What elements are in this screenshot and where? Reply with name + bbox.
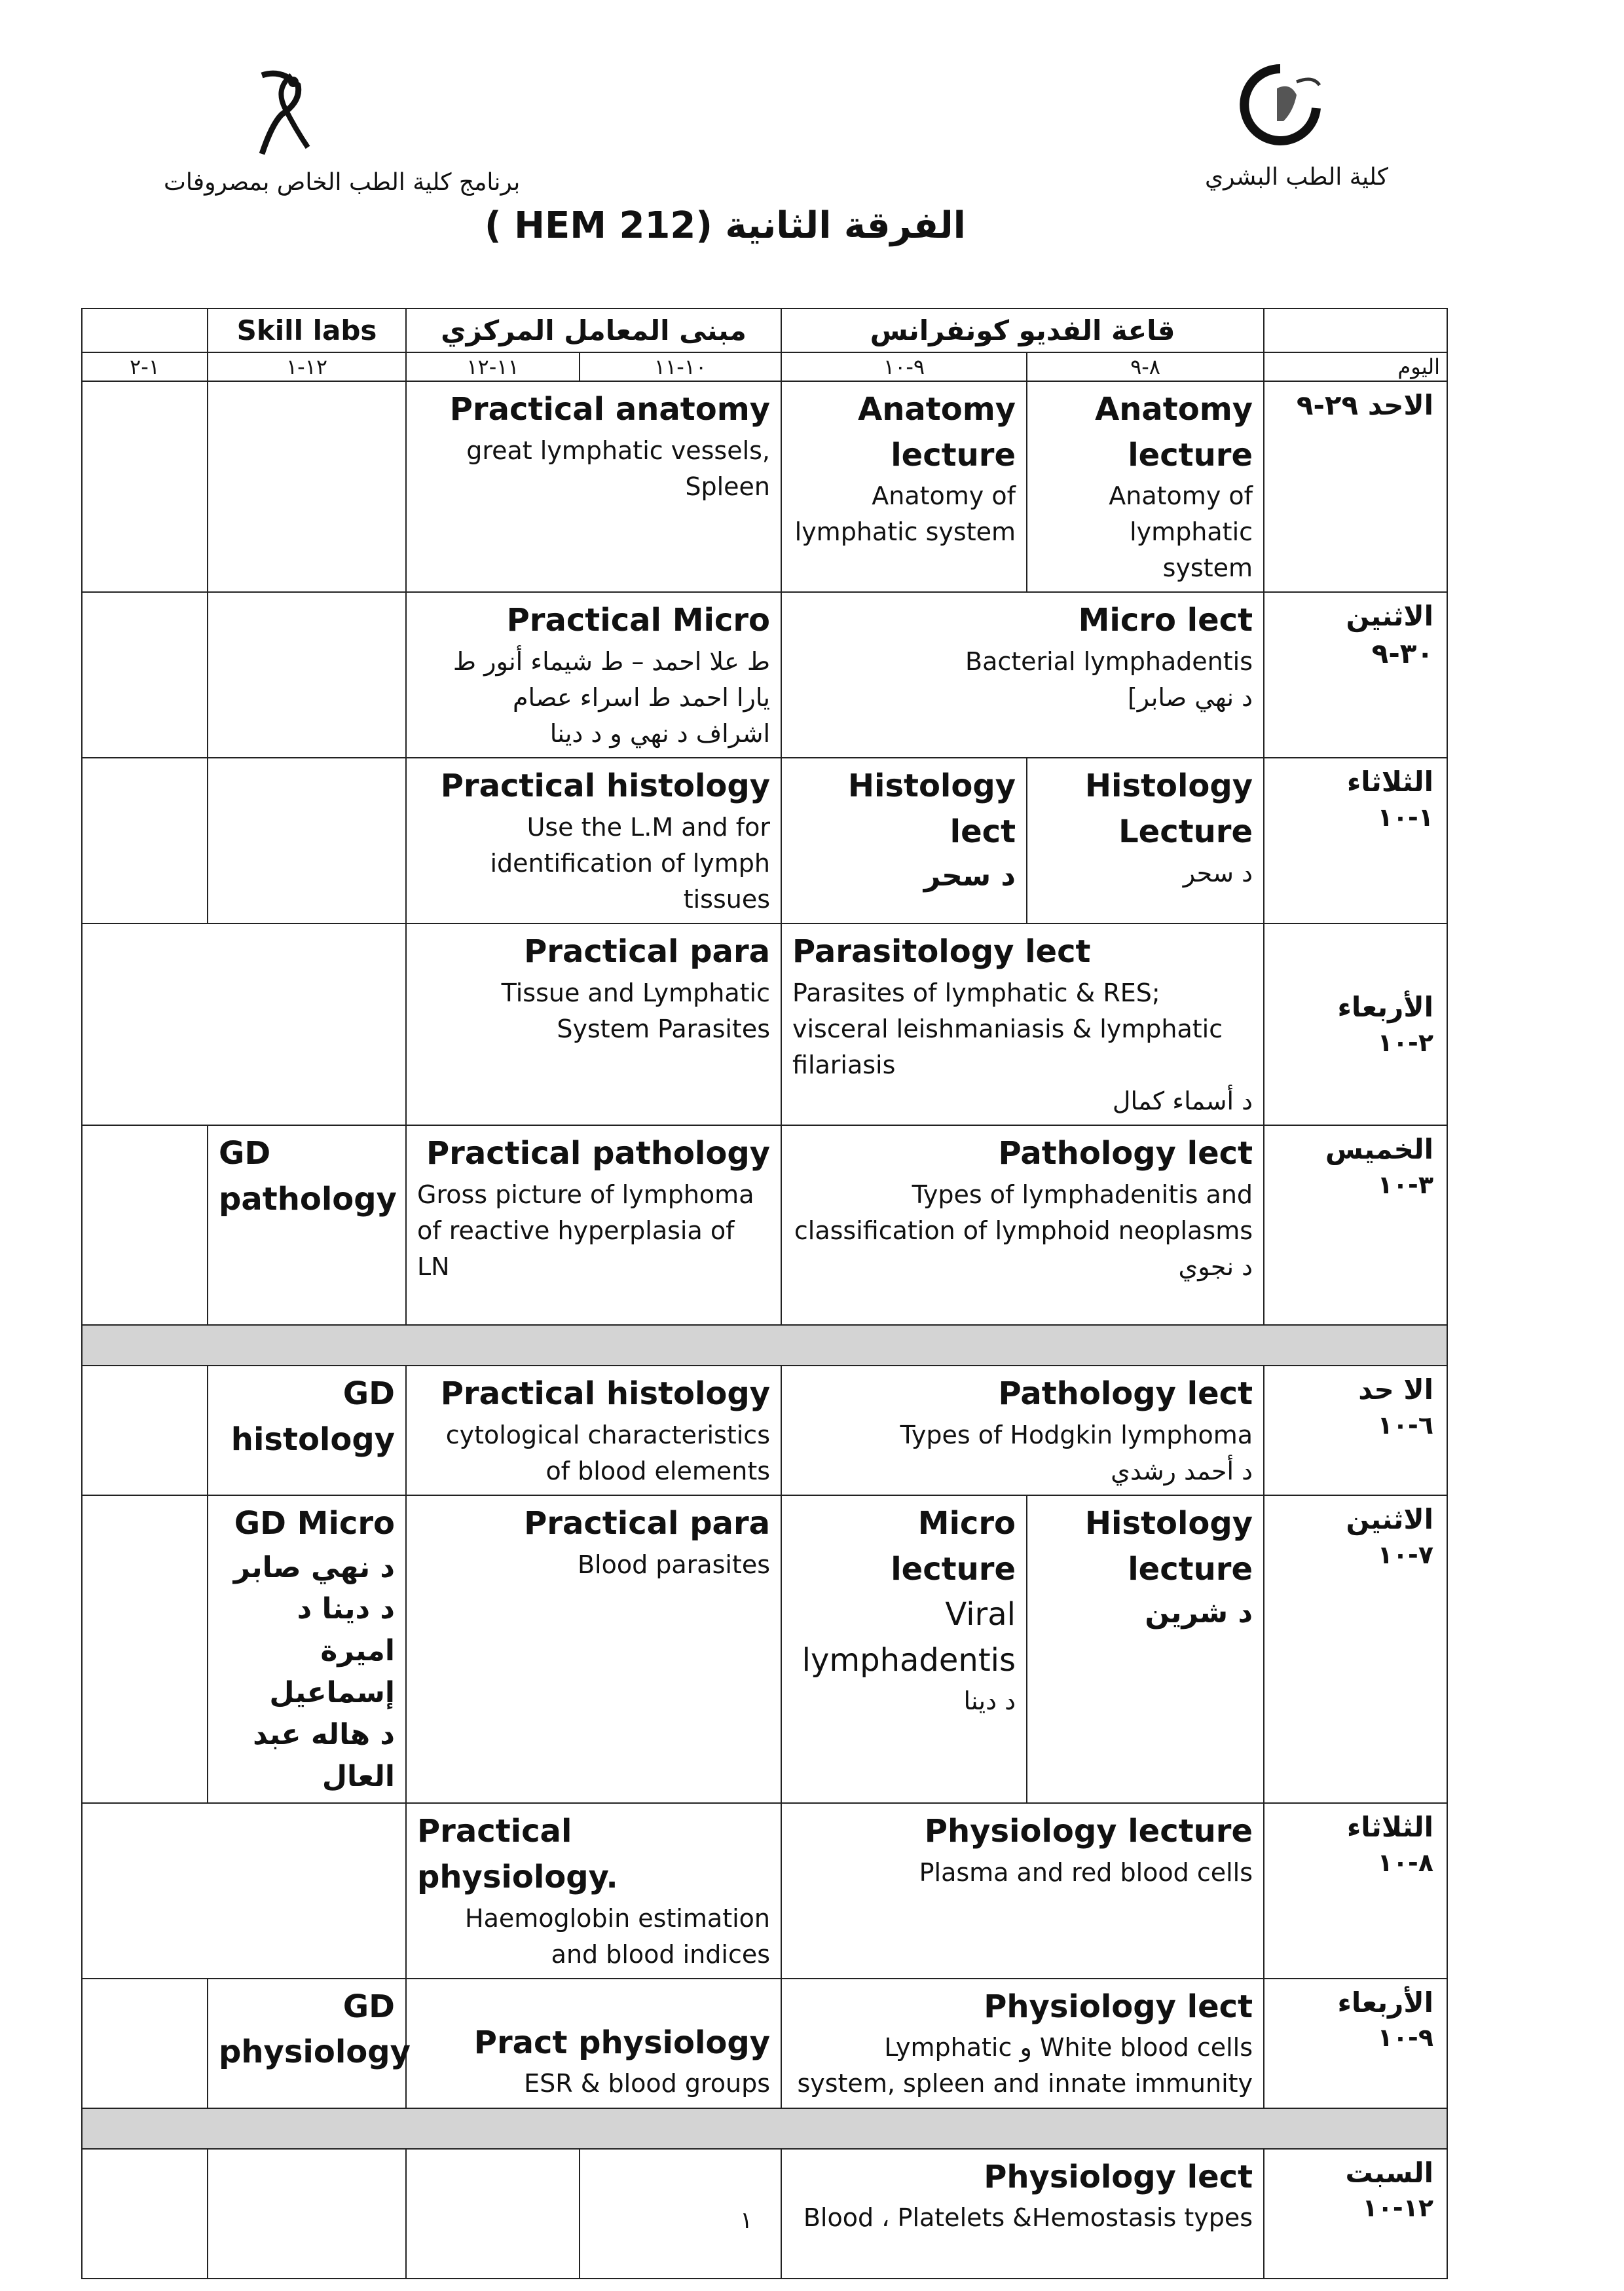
day-cell: الاثنين ٧-١٠ <box>1264 1495 1447 1803</box>
table-row <box>82 381 1447 592</box>
time-slot-8-9: ٨-٩ <box>1027 352 1264 381</box>
document-title: الفرقة الثانية (HEM 212 ) <box>485 204 966 247</box>
lecture-cell: Histology lecture د شرين <box>1027 1495 1264 1803</box>
faculty-name: كلية الطب البشري <box>1205 164 1388 191</box>
group-discussion-cell: GD pathology <box>208 1125 406 1325</box>
time-slot-12-1: ١٢-١ <box>208 352 406 381</box>
group-discussion-cell: GD physiology <box>208 1979 406 2108</box>
practical-cell: Practical Micro ط علا احمد – ط شيماء أنور ط يارا احمد ط اسراء عصام اشراف د نهي و د دينا <box>406 592 781 758</box>
day-cell: الثلاثاء ١-١٠ <box>1264 758 1447 923</box>
practical-cell: Practical anatomy great lymphatic vessels, Spleen <box>406 381 781 592</box>
practical-cell: Practical para Blood parasites <box>406 1495 781 1803</box>
program-logo-icon <box>236 62 321 160</box>
week-separator <box>82 1325 1447 1366</box>
lecture-cell: Histology lect د سحر <box>781 758 1027 923</box>
practical-cell: Practical histology cytological characteristics of blood elements <box>406 1366 781 1495</box>
table-row <box>82 1366 1447 1495</box>
practical-cell: Practical pathology Gross picture of lymphoma of reactive hyperplasia of LN <box>406 1125 781 1325</box>
program-name: برنامج كلية الطب الخاص بمصروفات <box>164 169 521 196</box>
day-cell: السبت ١٢-١٠ <box>1264 2149 1447 2279</box>
venue-video-conference: قاعة الفديو كونفرانس <box>781 308 1264 352</box>
table-row <box>82 1979 1447 2108</box>
lecture-cell: Anatomy lecture Anatomy of lymphatic system <box>1027 381 1264 592</box>
page-number: ١ <box>740 2207 753 2234</box>
day-cell: الثلاثاء ٨-١٠ <box>1264 1803 1447 1978</box>
table-row <box>82 1125 1447 1325</box>
venue-header-row <box>82 308 1447 352</box>
lecture-cell: Histology Lecture د سحر <box>1027 758 1264 923</box>
day-cell: الخميس ٣-١٠ <box>1264 1125 1447 1325</box>
day-cell: الأربعاء ٩-١٠ <box>1264 1979 1447 2108</box>
table-row <box>82 2149 1447 2279</box>
schedule-table <box>81 308 1448 2279</box>
lecture-cell: Pathology lect Types of lymphadenitis and classification of lymphoid neoplasms د نجوي <box>781 1125 1264 1325</box>
week-separator <box>82 2108 1447 2149</box>
time-slot-9-10: ٩-١٠ <box>781 352 1027 381</box>
lecture-cell: Physiology lect Lymphatic و White blood cells system, spleen and innate immunity <box>781 1979 1264 2108</box>
day-cell: الاثنين ٣٠-٩ <box>1264 592 1447 758</box>
group-discussion-cell: GD histology <box>208 1366 406 1495</box>
practical-cell: Practical para Tissue and Lymphatic System Parasites <box>406 923 781 1125</box>
day-cell: الاحد ٢٩-٩ <box>1264 381 1447 592</box>
practical-cell: Practical physiology. Haemoglobin estimation and blood indices <box>406 1803 781 1978</box>
time-slot-1-2: ١-٢ <box>82 352 208 381</box>
table-row <box>82 1495 1447 1803</box>
lecture-cell: Micro lecture Viral lymphadentis د دينا <box>781 1495 1027 1803</box>
practical-cell: Pract physiology ESR & blood groups <box>406 1979 781 2108</box>
time-header-row <box>82 352 1447 381</box>
venue-skill-labs: Skill labs <box>208 308 406 352</box>
faculty-logo-icon <box>1231 62 1329 154</box>
time-slot-11-12: ١١-١٢ <box>406 352 580 381</box>
day-column-header: اليوم <box>1264 352 1447 381</box>
time-slot-10-11: ١٠-١١ <box>580 352 781 381</box>
day-cell: الا حد ٦-١٠ <box>1264 1366 1447 1495</box>
lecture-cell: Physiology lecture Plasma and red blood cells <box>781 1803 1264 1978</box>
lecture-cell: Micro lect Bacterial lymphadentis د نهي صابر] <box>781 592 1264 758</box>
group-discussion-cell: GD Micro د نهي صابر د دينا د اميرة إسماعيل د هاله عبد العال <box>208 1495 406 1803</box>
table-row <box>82 758 1447 923</box>
lecture-cell: Physiology lect Blood ، Platelets &Hemostasis types <box>781 2149 1264 2279</box>
table-row <box>82 592 1447 758</box>
table-row <box>82 1803 1447 1978</box>
day-cell: الأربعاء ٢-١٠ <box>1264 923 1447 1125</box>
table-row <box>82 923 1447 1125</box>
lecture-cell: Pathology lect Types of Hodgkin lymphoma د أحمد رشدي <box>781 1366 1264 1495</box>
venue-central-labs: مبنى المعامل المركزي <box>406 308 781 352</box>
lecture-cell: Anatomy lecture Anatomy of lymphatic system <box>781 381 1027 592</box>
lecture-cell: Parasitology lect Parasites of lymphatic & RES; visceral leishmaniasis & lymphatic filariasis د أسماء كمال <box>781 923 1264 1125</box>
practical-cell: Practical histology Use the L.M and for identification of lymph tissues <box>406 758 781 923</box>
